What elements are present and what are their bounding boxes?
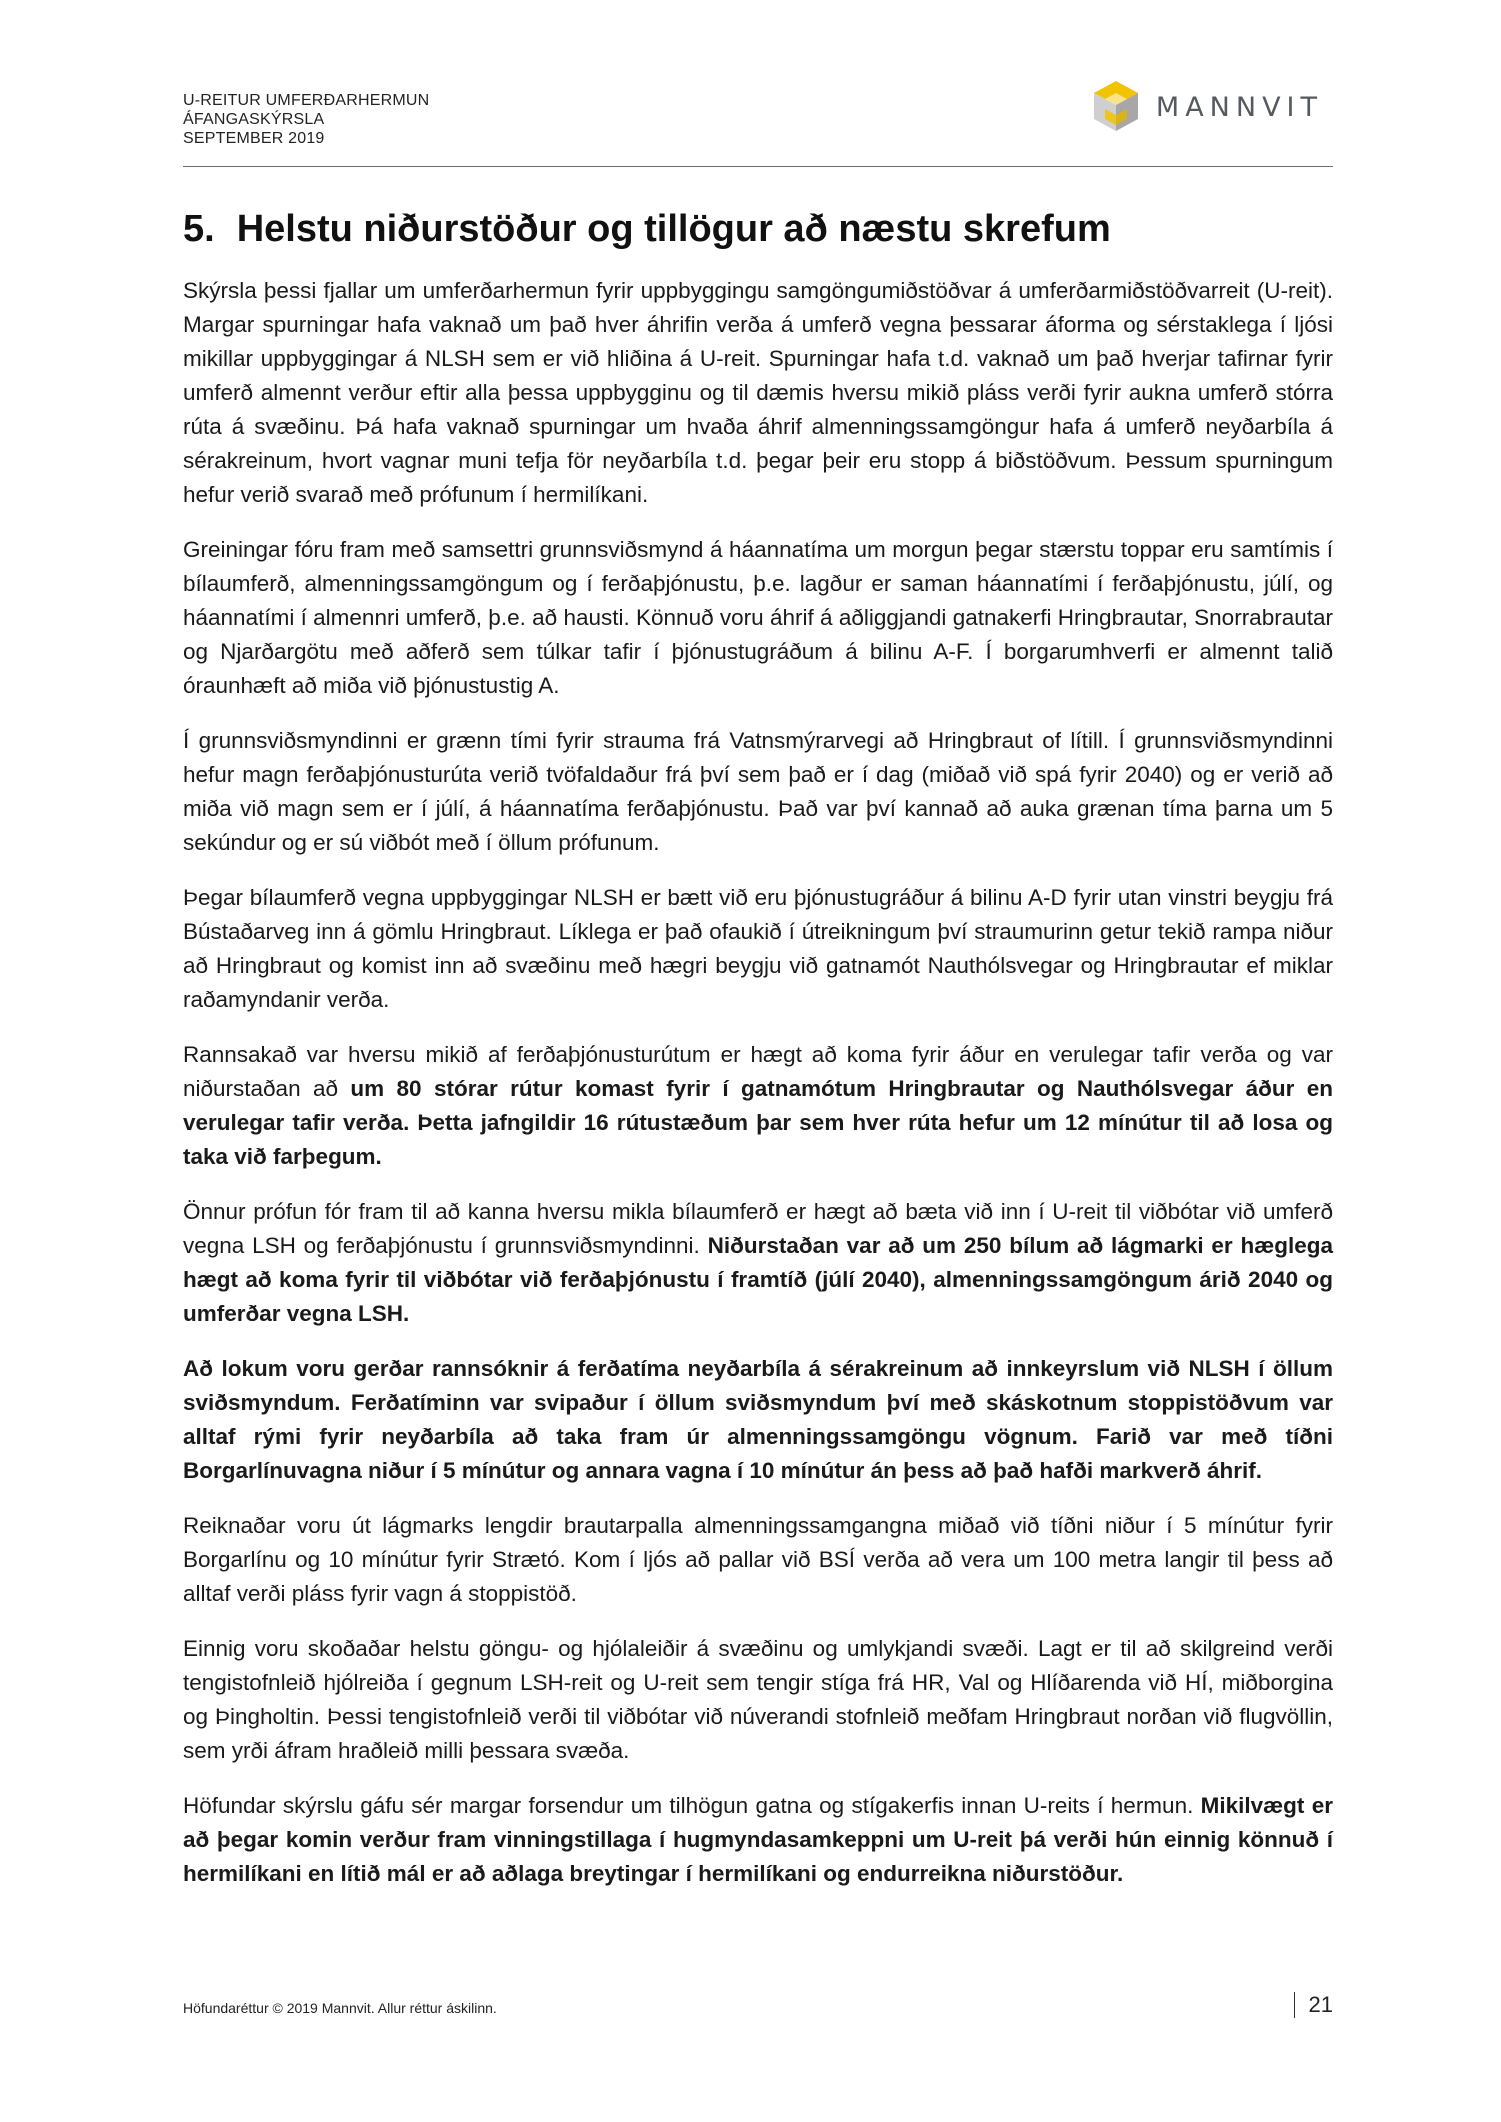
mannvit-logo: [1090, 79, 1323, 135]
page-footer: [183, 1992, 1333, 2022]
paragraph-10-text: Höfundar skýrslu gáfu sér margar forsendur um tilhögun gatna og stígakerfis innan U-reits í hermun.: [183, 1793, 1201, 1818]
paragraph-4: Þegar bílaumferð vegna uppbyggingar NLSH er bætt við eru þjónustugráður á bilinu A-D fyrir utan vinstri beygju frá Bústaðarveg inn á gömlu Hringbraut. Líklega er það ofaukið í útreikningum því straumurinn getur tekið rampa niður að Hringbraut og komist inn að svæðinu með hægri beygju við gatnamót Nauthólsvegar og Hringbrautar ef miklar raðamyndanir verða.: [183, 885, 1333, 1012]
section-number: 5.: [183, 208, 215, 250]
section-heading: [183, 206, 1333, 252]
footer-copyright: Höfundaréttur © 2019 Mannvit. Allur réttur áskilinn.: [183, 2000, 497, 2016]
paragraph-10: [183, 1789, 1333, 1891]
paragraph-6-text: Önnur prófun fór fram til að kanna hversu mikla bílaumferð er hægt að bæta við inn í U-reit til viðbótar við umferð vegna LSH og ferðaþjónustu í grunnsviðsmyndinni.: [183, 1199, 1333, 1258]
paragraph-9: Einnig voru skoðaðar helstu göngu- og hjólaleiðir á svæðinu og umlykjandi svæði. Lagt er til að skilgreind verði tengistofnleið hjólreiða í gegnum LSH-reit og U-reit sem tengir stíga frá HR, Val og Hlíðarenda við HÍ, miðborgina og Þingholtin. Þessi tengistofnleið verði til viðbótar við núverandi stofnleið meðfam Hringbraut norðan við flugvöllin, sem yrði áfram hraðleið milli þessara svæða.: [183, 1636, 1333, 1763]
paragraph-6-bold: Niðurstaðan var að um 250 bílum að lágmarki er hæglega hægt að koma fyrir til viðbótar við ferðaþjónustu í framtíð (júlí 2040), almenningssamgöngum árið 2040 og umferðar vegna LSH.: [183, 1233, 1333, 1326]
mannvit-logo-icon: [1090, 79, 1142, 135]
footer-page-block: [1294, 1992, 1333, 2018]
page-number: 21: [1308, 1992, 1333, 2017]
header-project-title: U-REITUR UMFERÐARHERMUN: [183, 92, 430, 109]
paragraph-8: Reiknaðar voru út lágmarks lengdir brautarpalla almenningssamgangna miðað við tíðni niður í 5 mínútur fyrir Borgarlínu og 10 mínútur fyrir Strætó. Kom í ljós að pallar við BSÍ verða að vera um 100 metra langir til þess að alltaf verði pláss fyrir vagn á stoppistöð.: [183, 1513, 1333, 1606]
paragraph-7: Að lokum voru gerðar rannsóknir á ferðatíma neyðarbíla á sérakreinum að innkeyrslum við NLSH í öllum sviðsmyndum. Ferðatíminn var svipaður í öllum sviðsmyndum því með skáskotnum stoppistöðvum var alltaf rými fyrir neyðarbíla að taka fram úr almenningssamgöngu vögnum. Farið var með tíðni Borgarlínuvagna niður í 5 mínútur og annara vagna í 10 mínútur án þess að það hafði markverð áhrif.: [183, 1356, 1333, 1483]
header-date: SEPTEMBER 2019: [183, 130, 325, 147]
logo-wordmark: MANNVIT: [1155, 91, 1323, 123]
main-content: [183, 206, 1333, 1912]
paragraph-6: [183, 1195, 1333, 1331]
section-title: Helstu niðurstöður og tillögur að næstu skrefum: [236, 208, 1111, 250]
paragraph-5-bold: um 80 stórar rútur komast fyrir í gatnamótum Hringbrautar og Nauthólsvegar áður en verulegar tafir verða. Þetta jafngildir 16 rútustæðum þar sem hver rúta hefur um 12 mínútur til að losa og taka við farþegum.: [183, 1076, 1334, 1169]
page-header: [183, 91, 1333, 167]
header-divider: [183, 166, 1333, 167]
footer-separator: [1294, 1992, 1295, 2018]
paragraph-5-text: Rannsakað var hversu mikið af ferðaþjónusturútum er hægt að koma fyrir áður en verulegar tafir verða og var niðurstaðan að: [183, 1042, 1333, 1101]
paragraph-2: Greiningar fóru fram með samsettri grunnsviðsmynd á háannatíma um morgun þegar stærstu toppar eru samtímis í bílaumferð, almenningssamgöngum og í ferðaþjónustu, þ.e. lagður er saman háannatími í ferðaþjónustu, júlí, og háannatími í almennri umferð, þ.e. að hausti. Könnuð voru áhrif á aðliggjandi gatnakerfi Hringbrautar, Snorrabrautar og Njarðargötu með aðferð sem túlkar tafir í þjónustugráðum á bilinu A-F. Í borgarumhverfi er almennt talið óraunhæft að miða við þjónustustig A.: [183, 537, 1333, 698]
header-report-type: ÁFANGASKÝRSLA: [183, 111, 325, 128]
header-text-block: [183, 91, 429, 148]
paragraph-10-bold: Mikilvægt er að þegar komin verður fram vinningstillaga í hugmyndasamkeppni um U-reit þá verði hún einnig könnuð í hermilíkani en lítið mál er að aðlaga breytingar í hermilíkani og endurreikna niðurstöður.: [183, 1793, 1334, 1886]
paragraph-5: [183, 1038, 1333, 1174]
paragraph-1: Skýrsla þessi fjallar um umferðarhermun fyrir uppbyggingu samgöngumiðstöðvar á umferðarmiðstöðvarreit (U-reit). Margar spurningar hafa vaknað um það hver áhrifin verða á umferð vegna þessarar áforma og sérstaklega í ljósi mikillar uppbyggingar á NLSH sem er við hliðina á U-reit. Spurningar hafa t.d. vaknað um það hverjar tafirnar fyrir umferð almennt verður eftir alla þessa uppbygginu og til dæmis hversu mikið pláss verði fyrir aukna umferð stórra rúta á svæðinu. Þá hafa vaknað spurningar um hvaða áhrif almenningssamgöngur hafa á umferð neyðarbíla á sérakreinum, hvort vagnar muni tefja för neyðarbíla t.d. þegar þeir eru stopp á biðstöðvum. Þessum spurningum hefur verið svarað með prófunum í hermilíkani.: [183, 278, 1333, 507]
paragraph-3: Í grunnsviðsmyndinni er grænn tími fyrir strauma frá Vatnsmýrarvegi að Hringbraut of lítill. Í grunnsviðsmyndinni hefur magn ferðaþjónusturúta verið tvöfaldaður frá því sem það er í dag (miðað við spá fyrir 2040) og er verið að miða við magn sem er í júlí, á háannatíma ferðaþjónustu. Það var því kannað að auka grænan tíma þarna um 5 sekúndur og er sú viðbót með í öllum prófunum.: [183, 728, 1333, 855]
